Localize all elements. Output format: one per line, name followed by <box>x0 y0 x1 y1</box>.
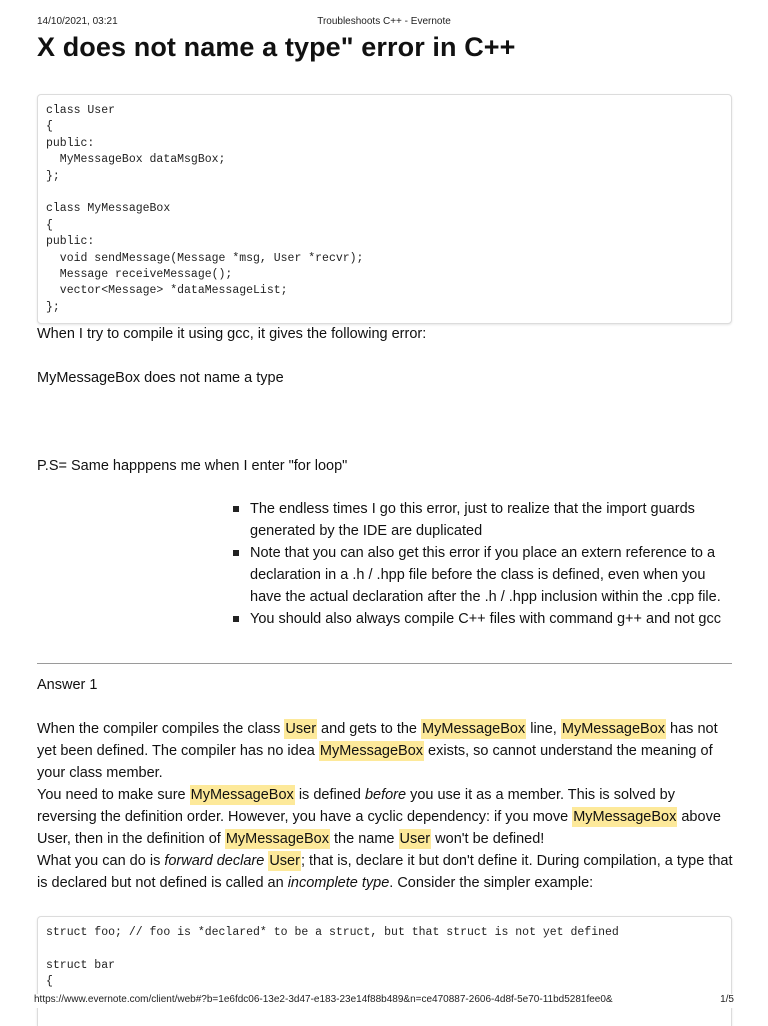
note-title: X does not name a type" error in C++ <box>37 32 516 62</box>
print-url: https://www.evernote.com/client/web#?b=1e6fdc06-13e2-3d47-e183-23e14f88b489&n=ce470887-2606-4d8f-5e70-11bd5281fee0& <box>34 994 613 1005</box>
answer-text: and gets to the <box>317 721 422 737</box>
code-line <box>46 941 723 957</box>
code-line: vector<Message> *dataMessageList; <box>46 284 288 298</box>
answer-text: exists, so cannot understand the meaning of your class member. <box>37 743 713 781</box>
answer-text: line, <box>526 721 561 737</box>
error-message-text: MyMessageBox does not name a type <box>37 370 284 386</box>
answer-heading: Answer 1 <box>37 677 98 693</box>
print-header <box>37 16 731 30</box>
print-datetime: 14/10/2021, 03:21 <box>37 16 118 27</box>
code-block-forward-declaration <box>37 916 732 1026</box>
answer-text: ; that is, declare it but don't define it. During compilation, a type that is declared but not defined is called an <box>37 853 733 891</box>
answer-paragraph-1 <box>37 718 737 784</box>
list-item: Note that you can also get this error if you place an extern reference to a declaration in a .h / .hpp file before the class is defined, even when you have the actual declaration after the .h / .hpp inclusion within the .cpp file. <box>232 542 732 608</box>
answer-paragraph-3 <box>37 850 737 894</box>
code-line: class User <box>46 104 116 117</box>
compile-intro-text: When I try to compile it using gcc, it gives the following error: <box>37 326 427 342</box>
print-page-title: Troubleshoots C++ - Evernote <box>317 16 451 27</box>
code-line: { <box>46 975 53 989</box>
answer-text: won't be defined! <box>431 831 545 847</box>
emphasis-text: forward declare <box>164 853 265 869</box>
code-line: public: <box>46 136 95 150</box>
code-line: struct foo; // foo is *declared* to be a struct, but that struct is not yet defined <box>46 926 619 939</box>
search-highlight: MyMessageBox <box>190 787 294 803</box>
answer-text: When the compiler compiles the class <box>37 721 285 737</box>
code-line: { <box>46 218 53 232</box>
answer-text: has not yet been defined. The compiler has no idea <box>37 721 718 759</box>
page-number: 1/5 <box>720 994 734 1005</box>
search-highlight: MyMessageBox <box>319 743 424 759</box>
answer-text: you use it as a member. This is solved by reversing the definition order. However, you have a cyclic dependency: if you move <box>37 787 675 825</box>
answer-text: You need to make sure <box>37 787 190 803</box>
search-highlight: MyMessageBox <box>561 721 666 737</box>
answer-text: the name <box>329 831 399 847</box>
code-line: struct bar <box>46 958 116 972</box>
code-line: }; <box>46 169 60 183</box>
code-line: { <box>46 120 53 134</box>
code-block-class-definitions <box>37 94 732 324</box>
emphasis-text: before <box>364 787 407 803</box>
code-line: class MyMessageBox <box>46 202 171 216</box>
print-footer <box>34 994 734 1008</box>
answer-paragraph-2 <box>37 784 737 850</box>
code-line: void sendMessage(Message *msg, User *recvr); <box>46 251 364 265</box>
code-line: Message receiveMessage(); <box>46 267 233 281</box>
emphasis-text: incomplete type <box>287 875 390 891</box>
search-highlight: MyMessageBox <box>422 721 526 737</box>
section-divider <box>37 663 732 664</box>
answer-text: . Consider the simpler example: <box>389 875 594 891</box>
code-line: MyMessageBox dataMsgBox; <box>46 153 226 167</box>
answer-text: What you can do is <box>37 853 165 869</box>
search-highlight: MyMessageBox <box>573 809 677 825</box>
answer-text: above User, then in the definition of <box>37 809 721 847</box>
comment-bullet-list <box>232 498 732 630</box>
search-highlight: MyMessageBox <box>225 831 329 847</box>
list-item: You should also always compile C++ files with command g++ and not gcc <box>232 608 732 630</box>
code-line: }; <box>46 300 60 314</box>
answer-text: is defined <box>294 787 365 803</box>
search-highlight: User <box>269 853 300 869</box>
search-highlight: User <box>399 831 431 847</box>
code-line <box>46 185 723 201</box>
list-item: The endless times I go this error, just to realize that the import guards generated by the IDE are duplicated <box>232 498 732 542</box>
ps-note-text: P.S= Same happpens me when I enter "for loop" <box>37 458 348 474</box>
code-line: public: <box>46 235 95 249</box>
search-highlight: User <box>285 721 317 737</box>
